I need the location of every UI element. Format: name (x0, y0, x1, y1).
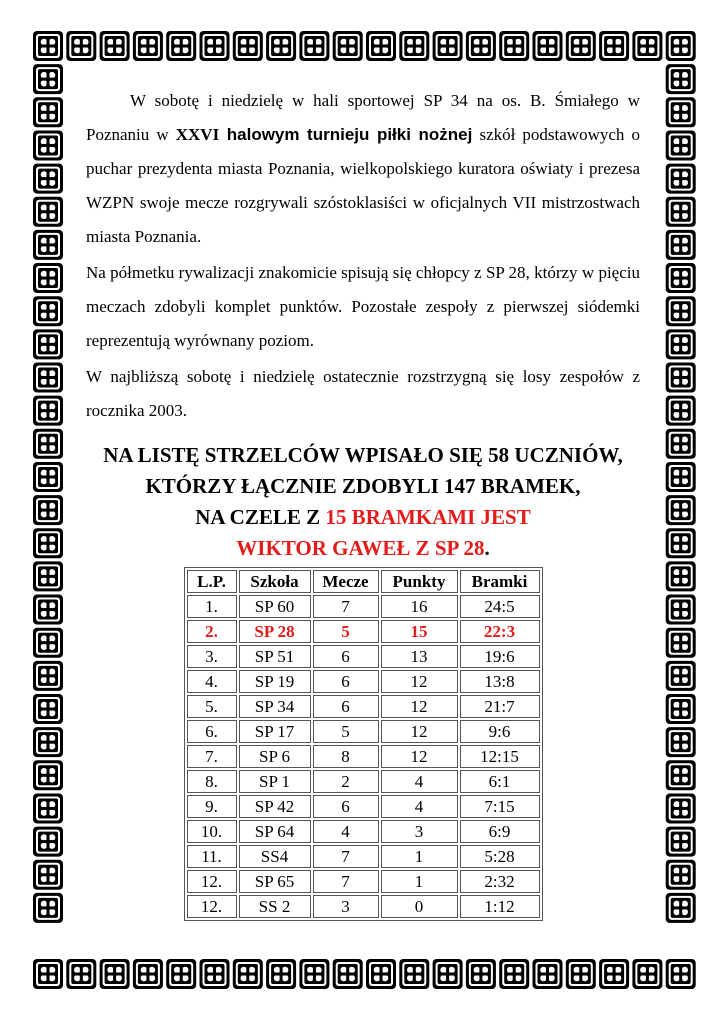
border-ornament-icon (133, 31, 163, 61)
border-ornament-icon (33, 64, 63, 94)
cell-school: SS 2 (239, 895, 311, 918)
border-ornament-icon (333, 31, 363, 61)
border-ornament-icon (299, 959, 329, 989)
cell-goals: 6:9 (460, 820, 540, 843)
cell-lp: 4. (187, 670, 237, 693)
border-ornament-icon (666, 561, 696, 591)
border-ornament-icon (66, 959, 96, 989)
border-ornament-icon (266, 959, 296, 989)
header-goals: Bramki (460, 570, 540, 593)
border-ornament-icon (33, 97, 63, 127)
border-ornament-icon (33, 164, 63, 194)
cell-goals: 9:6 (460, 720, 540, 743)
border-ornament-icon (666, 628, 696, 658)
cell-school: SP 28 (239, 620, 311, 643)
border-ornament-icon (666, 462, 696, 492)
cell-goals: 22:3 (460, 620, 540, 643)
header-points: Punkty (381, 570, 458, 593)
border-ornament-icon (33, 363, 63, 393)
cell-points: 3 (381, 820, 458, 843)
border-ornament-icon (33, 396, 63, 426)
border-ornament-icon (666, 860, 696, 890)
cell-school: SP 19 (239, 670, 311, 693)
border-ornament-icon (433, 31, 463, 61)
border-ornament-icon (666, 893, 696, 923)
cell-school: SP 51 (239, 645, 311, 668)
cell-goals: 5:28 (460, 845, 540, 868)
cell-school: SP 1 (239, 770, 311, 793)
header-matches: Mecze (313, 570, 379, 593)
border-ornament-icon (366, 31, 396, 61)
border-ornament-icon (666, 363, 696, 393)
table-header-row (187, 570, 540, 593)
border-ornament-icon (666, 396, 696, 426)
border-ornament-icon (66, 31, 96, 61)
border-ornament-icon (499, 31, 529, 61)
cell-lp: 2. (187, 620, 237, 643)
border-ornament-icon (566, 959, 596, 989)
headline-top-scorer-name: WIKTOR GAWEŁ Z SP 28 (236, 536, 485, 560)
border-ornament-icon (33, 31, 63, 61)
table-row (187, 770, 540, 793)
border-ornament-icon (533, 959, 563, 989)
cell-points: 0 (381, 895, 458, 918)
headline-line-3 (86, 502, 640, 533)
border-ornament-icon (299, 31, 329, 61)
headline-period: . (484, 536, 490, 560)
intro-text-end: szkół podstawowych o puchar prezydenta miasta Poznania, wielkopolskiego kuratora oświaty i prezesa WZPN swoje mecze rozgrywali szóstoklasiści w oficjalnych VII mistrzostwach miasta Poznania. (86, 125, 640, 246)
border-ornament-icon (100, 959, 130, 989)
cell-points: 12 (381, 670, 458, 693)
border-ornament-icon (466, 31, 496, 61)
border-ornament-icon (666, 827, 696, 857)
header-lp: L.P. (187, 570, 237, 593)
cell-lp: 8. (187, 770, 237, 793)
border-ornament-icon (366, 959, 396, 989)
paragraph-intro (86, 84, 640, 254)
cell-matches: 4 (313, 820, 379, 843)
border-ornament-icon (666, 130, 696, 160)
cell-school: SP 34 (239, 695, 311, 718)
border-ornament-icon (33, 661, 63, 691)
border-ornament-icon (33, 827, 63, 857)
border-ornament-icon (666, 727, 696, 757)
cell-matches: 2 (313, 770, 379, 793)
cell-goals: 7:15 (460, 795, 540, 818)
cell-matches: 6 (313, 795, 379, 818)
border-ornament-icon (666, 31, 696, 61)
border-ornament-icon (666, 296, 696, 326)
border-ornament-icon (666, 429, 696, 459)
cell-matches: 7 (313, 845, 379, 868)
cell-goals: 1:12 (460, 895, 540, 918)
border-ornament-icon (666, 197, 696, 227)
cell-matches: 3 (313, 895, 379, 918)
cell-school: SP 65 (239, 870, 311, 893)
border-ornament-icon (666, 528, 696, 558)
border-ornament-icon (666, 661, 696, 691)
border-ornament-icon (333, 959, 363, 989)
table-row (187, 595, 540, 618)
cell-points: 4 (381, 770, 458, 793)
cell-lp: 1. (187, 595, 237, 618)
border-ornament-icon (666, 760, 696, 790)
header-school: Szkoła (239, 570, 311, 593)
border-ornament-icon (33, 329, 63, 359)
cell-goals: 2:32 (460, 870, 540, 893)
table-row (187, 845, 540, 868)
border-ornament-icon (666, 329, 696, 359)
border-ornament-icon (233, 31, 263, 61)
tournament-name: halowym turnieju piłki nożnej (219, 125, 473, 144)
headline-line-4 (86, 533, 640, 564)
border-ornament-icon (33, 694, 63, 724)
border-ornament-icon (666, 694, 696, 724)
cell-lp: 7. (187, 745, 237, 768)
table-row (187, 820, 540, 843)
border-ornament-icon (433, 959, 463, 989)
cell-lp: 11. (187, 845, 237, 868)
cell-lp: 3. (187, 645, 237, 668)
border-ornament-icon (566, 31, 596, 61)
border-ornament-icon (33, 793, 63, 823)
table-row (187, 620, 540, 643)
table-row (187, 870, 540, 893)
border-ornament-icon (33, 462, 63, 492)
border-ornament-icon (33, 296, 63, 326)
cell-matches: 6 (313, 695, 379, 718)
border-ornament-icon (166, 31, 196, 61)
border-ornament-icon (666, 959, 696, 989)
cell-goals: 12:15 (460, 745, 540, 768)
table-row (187, 895, 540, 918)
cell-school: SP 60 (239, 595, 311, 618)
border-ornament-icon (33, 959, 63, 989)
border-ornament-icon (33, 429, 63, 459)
border-ornament-icon (166, 959, 196, 989)
article (86, 84, 640, 921)
headline-top-scorer-goals: 15 BRAMKAMI JEST (325, 505, 531, 529)
border-ornament-icon (666, 495, 696, 525)
border-ornament-icon (33, 263, 63, 293)
cell-school: SP 17 (239, 720, 311, 743)
cell-matches: 5 (313, 620, 379, 643)
cell-goals: 19:6 (460, 645, 540, 668)
table-row (187, 645, 540, 668)
cell-points: 1 (381, 845, 458, 868)
table-row (187, 720, 540, 743)
border-ornament-icon (599, 31, 629, 61)
border-ornament-icon (33, 495, 63, 525)
cell-matches: 7 (313, 595, 379, 618)
border-ornament-icon (33, 860, 63, 890)
cell-points: 13 (381, 645, 458, 668)
border-ornament-icon (33, 760, 63, 790)
border-ornament-icon (666, 97, 696, 127)
border-ornament-icon (33, 230, 63, 260)
standings-table (184, 567, 543, 921)
border-ornament-icon (399, 959, 429, 989)
border-ornament-icon (666, 263, 696, 293)
cell-points: 15 (381, 620, 458, 643)
cell-points: 12 (381, 695, 458, 718)
border-ornament-icon (33, 727, 63, 757)
table-row (187, 795, 540, 818)
border-ornament-icon (33, 197, 63, 227)
border-ornament-icon (632, 31, 662, 61)
table-row (187, 670, 540, 693)
tournament-edition: XXVI (175, 125, 220, 144)
cell-points: 1 (381, 870, 458, 893)
cell-points: 16 (381, 595, 458, 618)
border-ornament-icon (632, 959, 662, 989)
border-ornament-icon (33, 130, 63, 160)
table-row (187, 695, 540, 718)
cell-matches: 6 (313, 670, 379, 693)
border-ornament-icon (666, 164, 696, 194)
border-ornament-icon (133, 959, 163, 989)
cell-matches: 6 (313, 645, 379, 668)
border-ornament-icon (666, 64, 696, 94)
border-ornament-icon (666, 230, 696, 260)
cell-points: 12 (381, 720, 458, 743)
table-row (187, 745, 540, 768)
cell-points: 12 (381, 745, 458, 768)
border-ornament-icon (200, 31, 230, 61)
headline-line-1: NA LISTĘ STRZELCÓW WPISAŁO SIĘ 58 UCZNIÓW, (103, 443, 623, 467)
border-ornament-icon (399, 31, 429, 61)
border-ornament-icon (33, 628, 63, 658)
border-ornament-icon (200, 959, 230, 989)
cell-lp: 10. (187, 820, 237, 843)
cell-matches: 7 (313, 870, 379, 893)
scorers-headline (86, 440, 640, 564)
cell-school: SP 6 (239, 745, 311, 768)
cell-goals: 6:1 (460, 770, 540, 793)
cell-matches: 5 (313, 720, 379, 743)
paragraph-midpoint: Na półmetku rywalizacji znakomicie spisują się chłopcy z SP 28, którzy w pięciu meczach zdobyli komplet punktów. Pozostałe zespoły z pierwszej siódemki reprezentują wyrównany poziom. (86, 263, 640, 350)
cell-points: 4 (381, 795, 458, 818)
cell-lp: 12. (187, 895, 237, 918)
cell-goals: 24:5 (460, 595, 540, 618)
cell-goals: 21:7 (460, 695, 540, 718)
border-ornament-icon (499, 959, 529, 989)
cell-lp: 9. (187, 795, 237, 818)
intro-text-start: W sobotę i niedzielę w hali sportowej SP 34 na os. B. Śmiałego w Poznaniu w (86, 91, 640, 144)
cell-lp: 6. (187, 720, 237, 743)
border-ornament-icon (33, 595, 63, 625)
border-ornament-icon (33, 893, 63, 923)
border-ornament-icon (33, 528, 63, 558)
cell-school: SP 42 (239, 795, 311, 818)
cell-matches: 8 (313, 745, 379, 768)
border-ornament-icon (599, 959, 629, 989)
headline-line-3-prefix: NA CZELE Z (195, 505, 326, 529)
border-ornament-icon (33, 561, 63, 591)
cell-lp: 12. (187, 870, 237, 893)
border-ornament-icon (666, 595, 696, 625)
cell-lp: 5. (187, 695, 237, 718)
border-ornament-icon (233, 959, 263, 989)
border-ornament-icon (666, 793, 696, 823)
border-ornament-icon (100, 31, 130, 61)
border-ornament-icon (266, 31, 296, 61)
cell-goals: 13:8 (460, 670, 540, 693)
border-ornament-icon (533, 31, 563, 61)
border-ornament-icon (466, 959, 496, 989)
cell-school: SS4 (239, 845, 311, 868)
cell-school: SP 64 (239, 820, 311, 843)
paragraph-next-weekend: W najbliższą sobotę i niedzielę ostatecznie rozstrzygną się losy zespołów z rocznika 2003. (86, 367, 640, 420)
headline-line-2: KTÓRZY ŁĄCZNIE ZDOBYLI 147 BRAMEK, (145, 474, 581, 498)
